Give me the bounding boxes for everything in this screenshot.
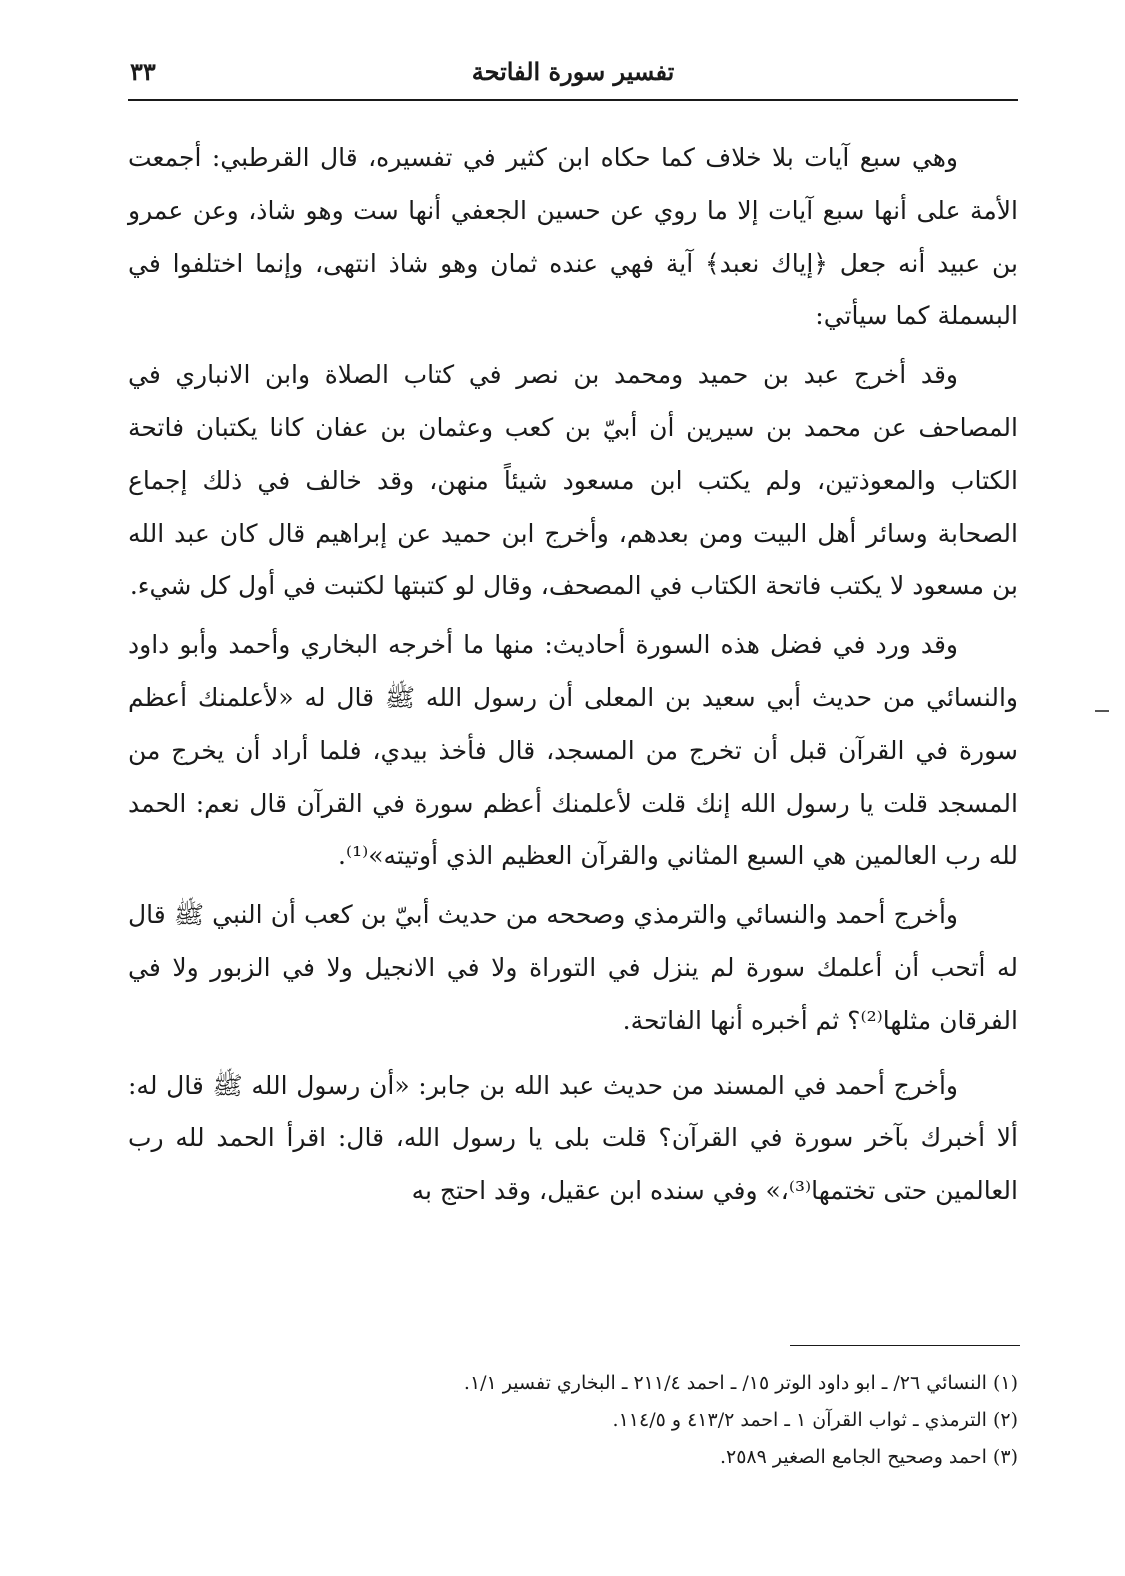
header-title: تفسير سورة الفاتحة (471, 57, 675, 86)
page-number: ٣٣ (130, 57, 156, 86)
paragraph-virtues-hadith: وقد ورد في فضل هذه السورة أحاديث: منها ما أخرجه البخاري وأحمد وأبو داود والنسائي من حديث أبي سعيد بن المعلى أن رسول الله ﷺ قال له «لأعلمنك أعظم سورة في القرآن قبل أن تخرج من المسجد، قال فأخذ بيدي، فلما أراد أن يخرج من المسجد قلت يا رسول الله إنك قلت لأعلمنك أعظم سورة في القرآن قال نعم: الحمد لله رب العالمين هي السبع المثاني والقرآن العظيم الذي أوتيته»⁽¹⁾. (128, 630, 1018, 871)
footnotes (128, 1365, 1018, 1476)
main-text (128, 132, 1018, 1218)
paragraph-ubayy-hadith: وأخرج أحمد والنسائي والترمذي وصححه من حديث أبيّ بن كعب أن النبي ﷺ قال له أتحب أن أعلمك سورة لم ينزل في التوراة ولا في الانجيل ولا في الزبور ولا في الفرقان مثلها⁽²⁾؟ ثم أخبره أنها الفاتحة. (128, 900, 1018, 1035)
footnote-2: (٢) الترمذي ـ ثواب القرآن ١ ـ احمد ٤١٣/٢ و ١١٤/٥. (612, 1409, 1018, 1431)
footnote-separator (790, 1345, 1020, 1346)
paragraph-jabir-hadith: وأخرج أحمد في المسند من حديث عبد الله بن جابر: «أن رسول الله ﷺ قال له: ألا أخبرك بآخر سورة في القرآن؟ قلت بلى يا رسول الله، قال: اقرأ الحمد لله رب العالمين حتى تختمها⁽³⁾،» وفي سنده ابن عقيل، وقد احتج به (128, 1070, 1018, 1206)
paragraph-ibn-masud: وقد أخرج عبد بن حميد ومحمد بن نصر في كتاب الصلاة وابن الانباري في المصاحف عن محمد بن سيرين أن أبيّ بن كعب وعثمان بن عفان كانا يكتبان فاتحة الكتاب والمعوذتين، ولم يكتب ابن مسعود شيئاً منهن، وقد خالف في ذلك إجماع الصحابة وسائر أهل البيت ومن بعدهم، وأخرج ابن حميد عن إبراهيم قال كان عبد الله بن مسعود لا يكتب فاتحة الكتاب في المصحف، وقال لو كتبتها لكتبت في أول كل شيء. (128, 360, 1018, 601)
margin-mark (1095, 710, 1109, 712)
footnote-1: (١) النسائي ٢٦/ ـ ابو داود الوتر ١٥/ ـ احمد ٢١١/٤ ـ البخاري تفسير ١/١. (463, 1372, 1018, 1394)
paragraph-verse-count: وهي سبع آيات بلا خلاف كما حكاه ابن كثير في تفسيره، قال القرطبي: أجمعت الأمة على أنها سبع آيات إلا ما روي عن حسين الجعفي أنها ست وهو شاذ، وعن عمرو بن عبيد أنه جعل ﴿إياك نعبد﴾ آية فهي عنده ثمان وهو شاذ انتهى، وإنما اختلفوا في البسملة كما سيأتي: (128, 143, 1018, 331)
running-header (128, 55, 1018, 101)
footnote-3: (٣) احمد وصحيح الجامع الصغير ٢٥٨٩. (719, 1446, 1018, 1468)
